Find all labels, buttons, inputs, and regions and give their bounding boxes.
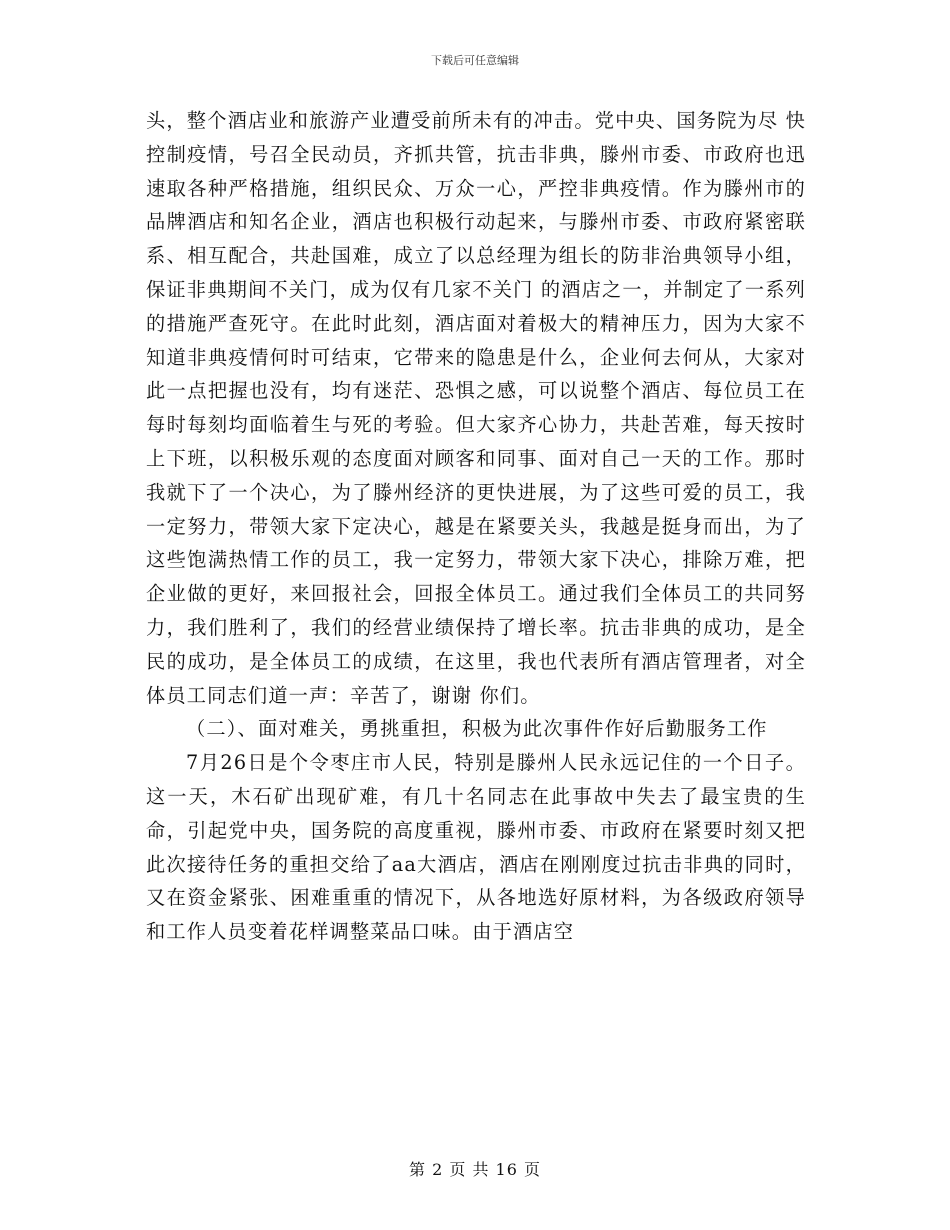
- paragraph-1: 头，整个酒店业和旅游产业遭受前所未有的冲击。党中央、国务院为尽 快控制疫情，号召全民动员，齐抓共管，抗击非典，滕州市委、市政府也迅速取各种严格措施，组织民众、万众一心，严控非典疫情。作为滕州市的品牌酒店和知名企业，酒店也积极行动起来，与滕州市委、市政府紧密联系、相互配合，共赴国难，成立了以总经理为组长的防非治典领导小组，保证非典期间不关门，成为仅有几家不关门 的酒店之一，并制定了一系列的措施严查死守。在此时此刻，酒店面对着极大的精神压力，因为大家不知道非典疫情何时可结束，它带来的隐患是什么，企业何去何从，大家对此一点把握也没有，均有迷茫、恐惧之感，可以说整个酒店、每位员工在每时每刻均面临着生与死的考验。但大家齐心协力，共赴苦难，每天按时上下班，以积极乐观的态度面对顾客和同事、面对自己一天的工作。那时我就下了一个决心，为了滕州经济的更快进展，为了这些可爱的员工，我一定努力，带领大家下定决心，越是在紧要关头，我越是挺身而出，为了这些饱满热情工作的员工，我一定努力，带领大家下决心，排除万难，把企业做的更好，来回报社会，回报全体员工。通过我们全体员工的共同努力，我们胜利了，我们的经营业绩保持了增长率。抗击非典的成功，是全民的成功，是全体员工的成绩，在这里，我也代表所有酒店管理者，对全体员工同志们道一声：辛苦了，谢谢 你们。: [146, 109, 806, 707]
- page-footer: 第 2 页 共 16 页: [409, 1160, 541, 1179]
- paragraph-2-heading: （二）、面对难关，勇挑重担，积极为此次事件作好后勤服务工作: [186, 717, 768, 741]
- body-text: [146, 104, 806, 949]
- page-header-note: 下载后可任意编辑: [431, 54, 519, 67]
- paragraph-3: 7月26日是个令枣庄市人民，特别是滕州人民永远记住的一个日子。这一天，木石矿出现矿难，有几十名同志在此事故中失去了最宝贵的生命，引起党中央，国务院的高度重视，滕州市委、市政府在紧要时刻又把此次接待任务的重担交给了aa大酒店，酒店在刚刚度过抗击非典的同时，又在资金紧张、困难重重的情况下，从各地选好原材料，为各级政府领导和工作人员变着花样调整菜品口味。由于酒店空: [146, 751, 806, 944]
